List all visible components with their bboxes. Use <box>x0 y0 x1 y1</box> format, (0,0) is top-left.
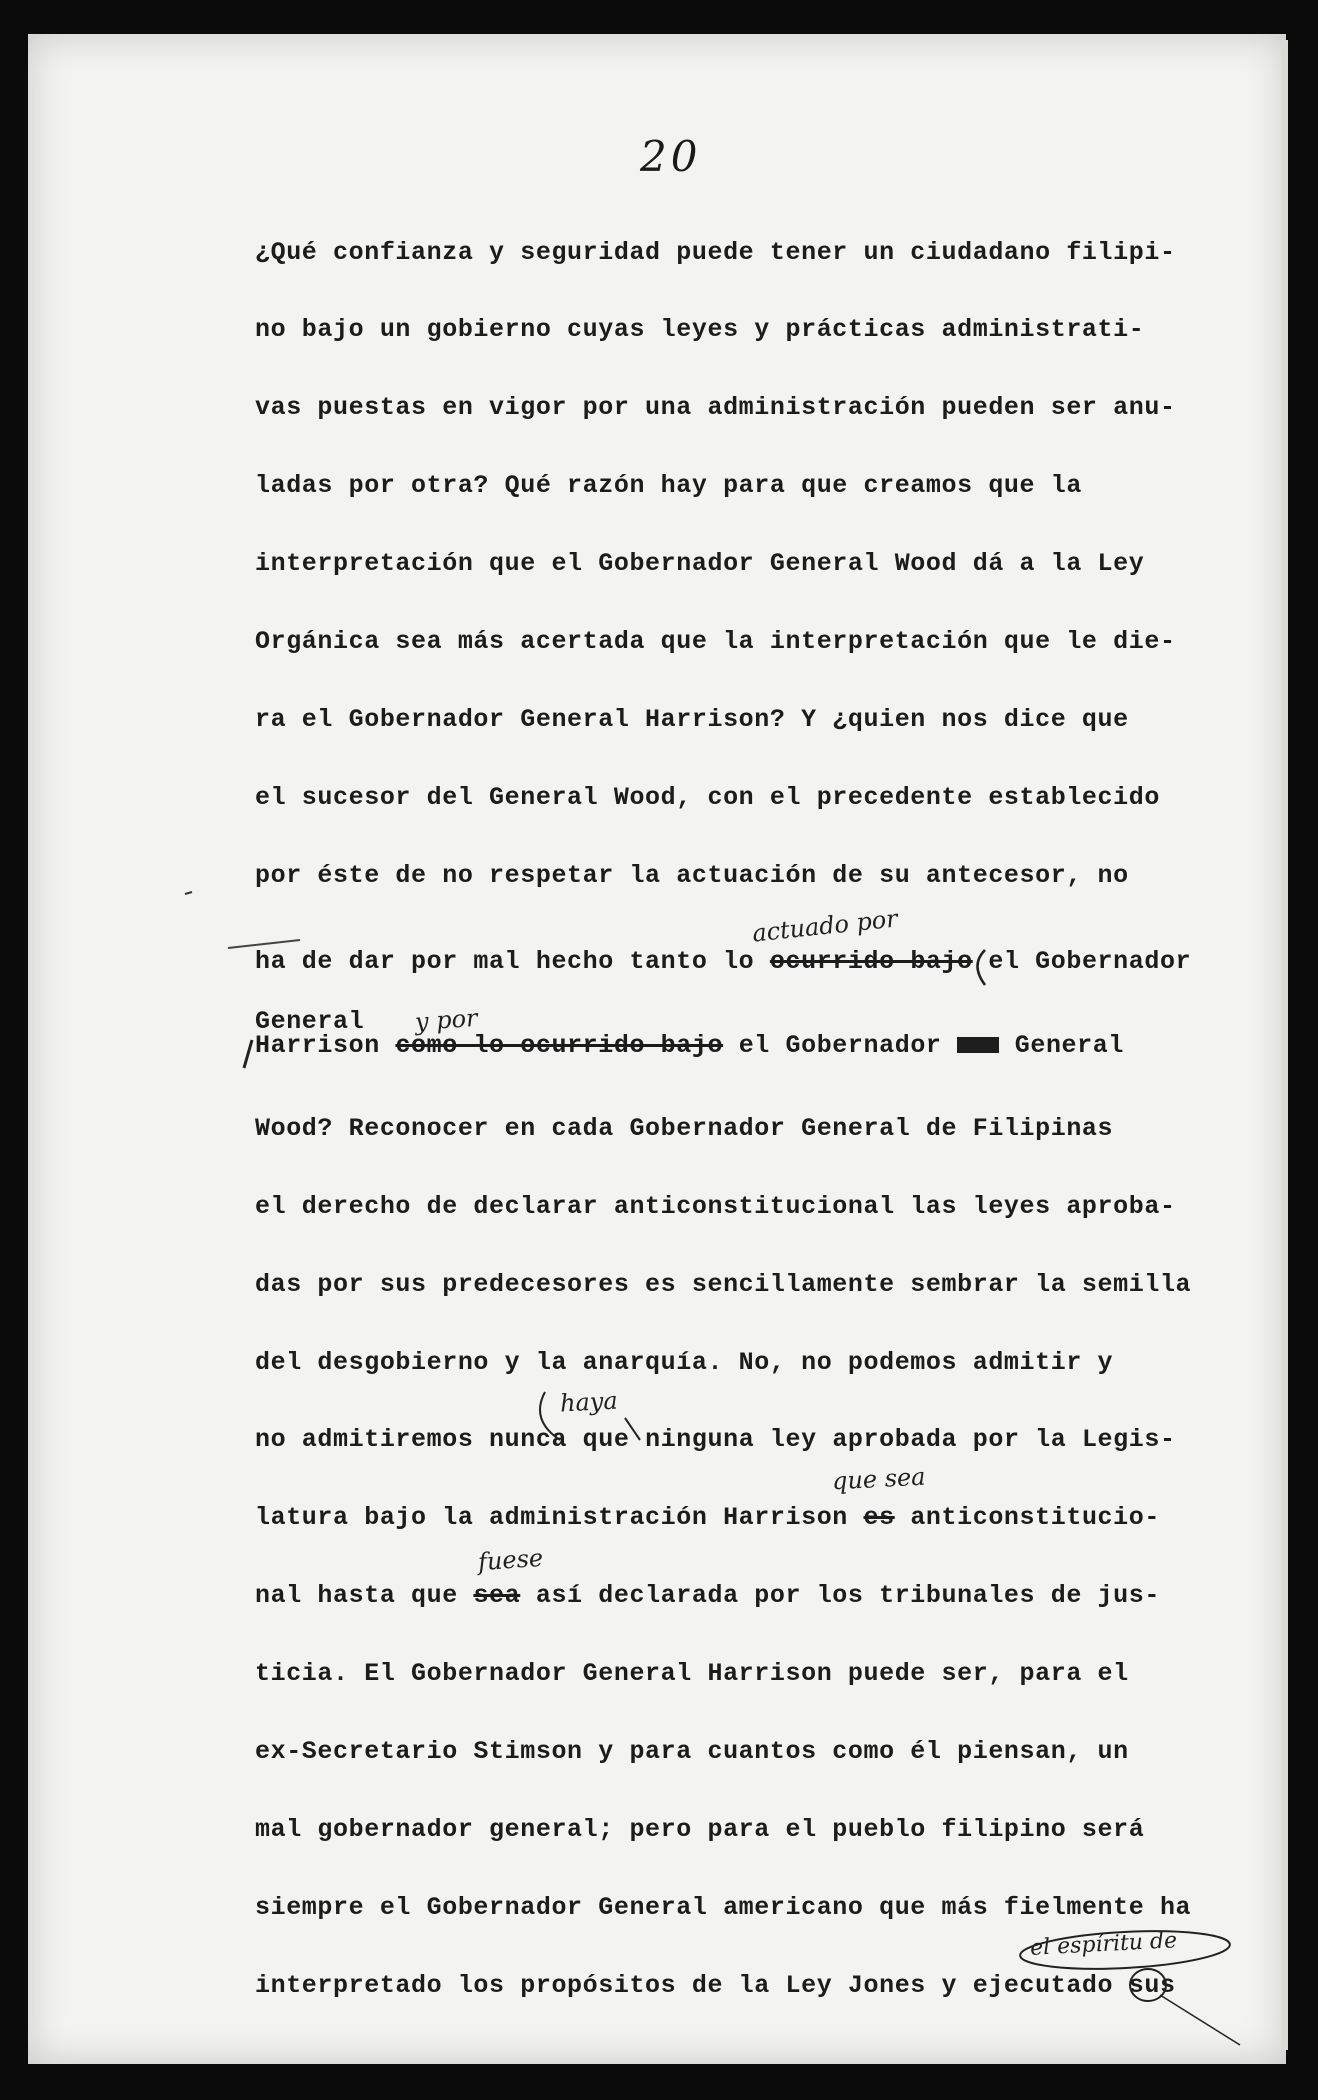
line18-part-b: anticonstitucio- <box>894 1503 1160 1532</box>
text-line-6: Orgánica sea más acertada que la interpretación que le die- <box>255 627 1176 656</box>
handwritten-insert-actuado-por: actuado por <box>750 904 899 948</box>
margin-dash <box>185 892 192 894</box>
line12-part-b: el Gobernador <box>723 1031 958 1060</box>
text-line-1: ¿Qué confianza y seguridad puede tener un ciudadano filipi- <box>255 238 1176 267</box>
line12-struck-text: como lo ocurrido bajo <box>395 1031 724 1060</box>
line18-struck-text: es <box>863 1503 895 1532</box>
text-line-11-inserted: General <box>255 1007 365 1036</box>
text-line-21: ex-Secretario Stimson y para cuantos como él piensan, un <box>255 1737 1129 1766</box>
insert-caret-line-17 <box>540 1392 640 1440</box>
handwritten-insert-que-sea: que sea <box>831 1462 927 1496</box>
text-line-9: por éste de no respetar la actuación de su antecesor, no <box>255 861 1129 890</box>
text-line-22: mal gobernador general; pero para el pueblo filipino será <box>255 1815 1145 1844</box>
line19-part-b: así declarada por los tribunales de jus- <box>520 1581 1160 1610</box>
text-line-2: no bajo un gobierno cuyas leyes y prácticas administrati- <box>255 315 1145 344</box>
margin-stroke <box>228 940 300 948</box>
text-line-3: vas puestas en vigor por una administración pueden ser anu- <box>255 393 1176 422</box>
text-line-5: interpretación que el Gobernador General Wood dá a la Ley <box>255 549 1145 578</box>
text-line-7: ra el Gobernador General Harrison? Y ¿quien nos dice que <box>255 705 1129 734</box>
line10-struck-text: ocurrido bajo <box>769 947 973 976</box>
line12-part-a: Harrison <box>255 1031 396 1060</box>
insert-mark-line-12 <box>244 1040 252 1068</box>
line18-part-a: latura bajo la administración Harrison <box>255 1503 864 1532</box>
line17-part-c: ninguna ley aprobada por la Legis- <box>629 1425 1176 1454</box>
line19-part-a: nal hasta que <box>255 1581 474 1610</box>
insert-caret-line-10 <box>978 950 986 985</box>
line10-part-b: el Gobernador <box>972 947 1192 976</box>
page-number: 20 <box>640 132 702 181</box>
text-line-14: el derecho de declarar anticonstitucional las leyes aproba- <box>255 1192 1176 1221</box>
line17-part-a: no admitiremos <box>255 1425 490 1454</box>
handwritten-insert-el-espiritu-de: el espíritu de <box>1029 1928 1178 1961</box>
text-line-20: ticia. El Gobernador General Harrison puede ser, para el <box>255 1659 1129 1688</box>
handwritten-insert-fuese: fuese <box>477 1543 544 1577</box>
line10-part-a: ha de dar por mal hecho tanto lo <box>255 947 770 976</box>
line17-part-b: nunca que <box>489 1425 630 1454</box>
text-line-4: ladas por otra? Qué razón hay para que creamos que la <box>255 471 1082 500</box>
text-line-16: del desgobierno y la anarquía. No, no podemos admitir y <box>255 1348 1114 1377</box>
line19-struck-text: sea <box>473 1581 521 1610</box>
text-line-8: el sucesor del General Wood, con el precedente establecido <box>255 783 1160 812</box>
text-line-23: siempre el Gobernador General americano que más fielmente ha <box>255 1893 1192 1922</box>
handwritten-insert-haya: haya <box>559 1386 619 1418</box>
text-line-15: das por sus predecesores es sencillamente sembrar la semilla <box>255 1270 1192 1299</box>
page-corner-fold-line <box>1160 1995 1240 2045</box>
text-line-13: Wood? Reconocer en cada Gobernador General de Filipinas <box>255 1114 1114 1143</box>
line12-part-c: General <box>999 1031 1124 1060</box>
last-line-part-a: interpretado los propósitos de la Ley Jones y ejecutado <box>255 1971 1129 2000</box>
handwritten-insert-y-por: y por <box>414 1003 479 1037</box>
circle-el-espiritu-de <box>1019 1927 1231 1974</box>
last-line-part-b: sus <box>1128 1971 1176 2000</box>
